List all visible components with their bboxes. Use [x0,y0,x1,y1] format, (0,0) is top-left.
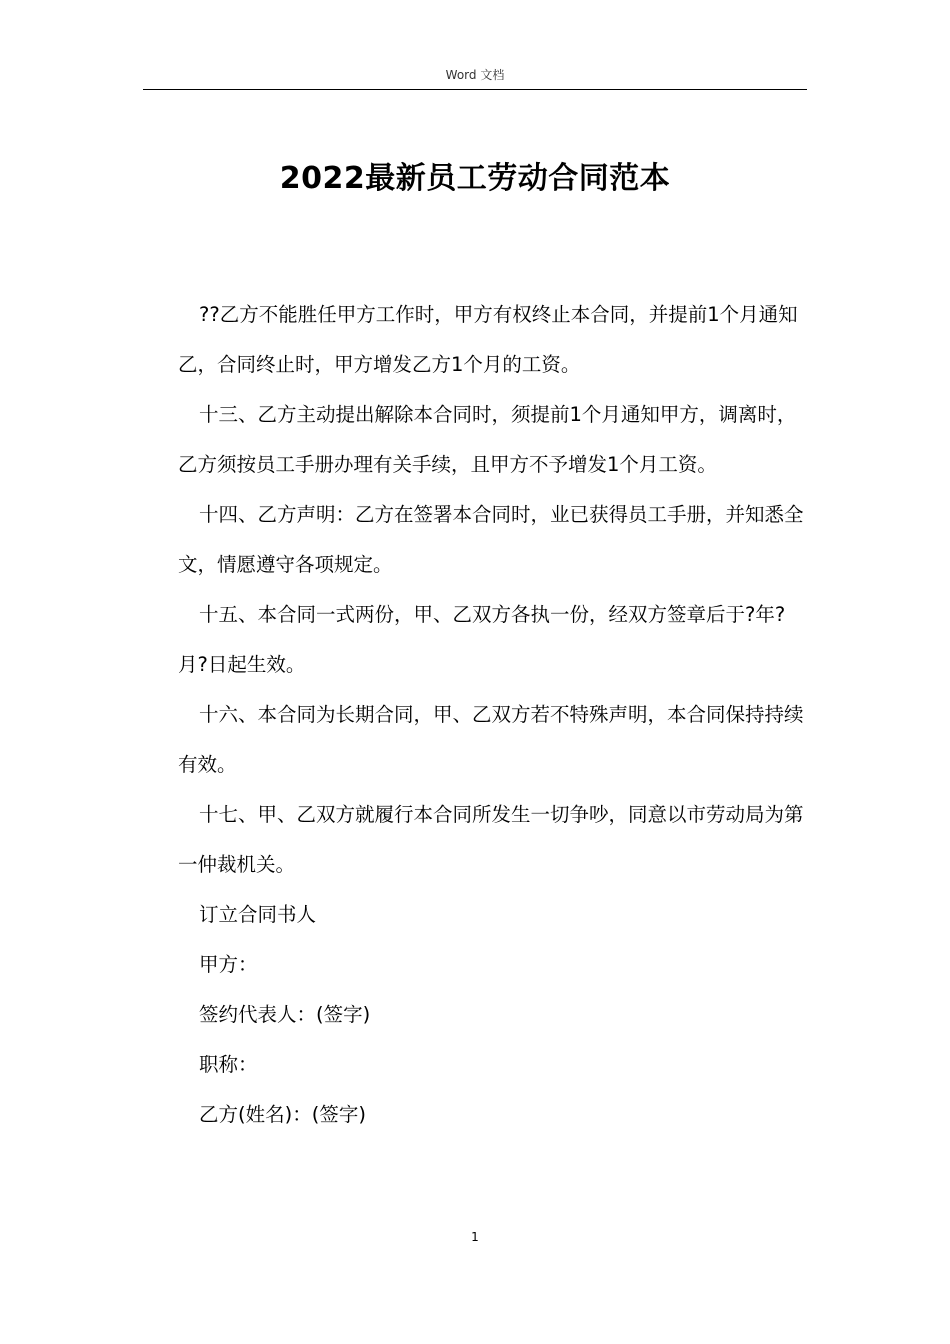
header-label: Word 文档 [445,68,505,82]
job-title-line: 职称： [199,1053,258,1076]
signatories-heading: 订立合同书人 [199,903,317,926]
party-b-line: 乙方(姓名)：(签字) [199,1103,366,1126]
page-number: 1 [471,1230,479,1244]
document-body [178,290,804,1140]
page-header [143,67,807,90]
party-a-line: 甲方： [199,953,258,976]
paragraph-16: 十六、本合同为长期合同，甲、乙双方若不特殊声明，本合同保持持续有效。 [178,703,804,776]
document-title: 2022最新员工劳动合同范本 [279,161,671,196]
paragraph-13: 十三、乙方主动提出解除本合同时，须提前1个月通知甲方，调离时，乙方须按员工手册办理有关手续，且甲方不予增发1个月工资。 [178,403,797,476]
paragraph-15: 十五、本合同一式两份，甲、乙双方各执一份，经双方签章后于?年?月?日起生效。 [178,603,786,676]
paragraph-17: 十七、甲、乙双方就履行本合同所发生一切争吵，同意以市劳动局为第一仲裁机关。 [178,803,804,876]
paragraph-14: 十四、乙方声明：乙方在签署本合同时，业已获得员工手册，并知悉全文，情愿遵守各项规定。 [178,503,804,576]
page-footer [0,1229,950,1245]
representative-line: 签约代表人：(签字) [199,1003,371,1026]
paragraph-termination: ??乙方不能胜任甲方工作时，甲方有权终止本合同，并提前1个月通知乙，合同终止时，甲方增发乙方1个月的工资。 [178,303,798,376]
